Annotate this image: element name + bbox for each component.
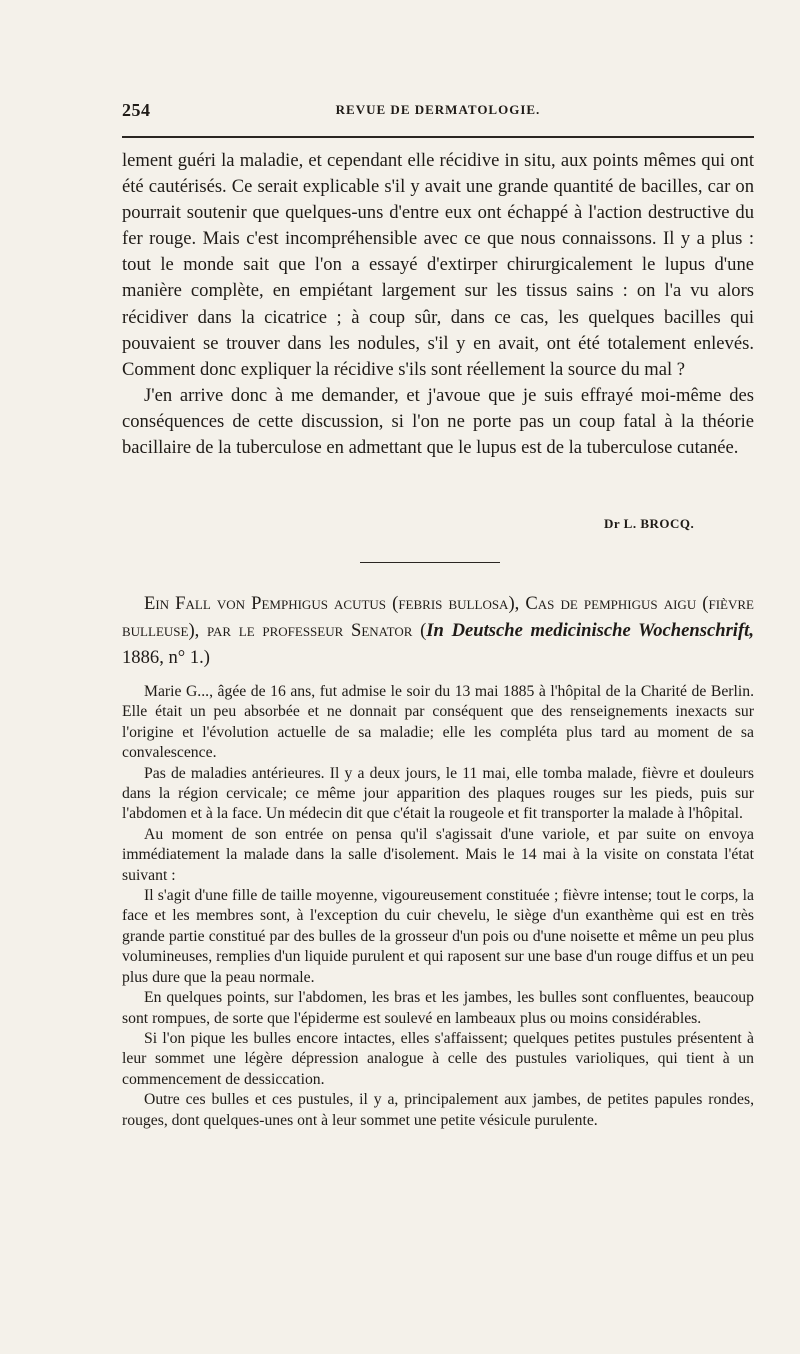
section-continuation	[122, 148, 754, 461]
paragraph: lement guéri la maladie, et cependant elle récidive in situ, aux points mêmes qui ont été cautérisés. Ce serait explicable s'il y avait une grande quantité de bacilles, car on pourrait soutenir que quelques-uns d'entre eux ont échappé à l'action destructive du fer rouge. Mais c'est incompréhensible avec ce que nous connaissons. Il y a plus : tout le monde sait que l'on a essayé d'extirper chirurgicalement le lupus d'une manière complète, en empiétant largement sur les tissus sains : on l'a vu alors récidiver dans la cicatrice ; à coup sûr, dans ce cas, les quelques bacilles qui pouvaient se trouver dans les nodules, s'il y en avait, ont été totalement enlevés. Comment donc expliquer la récidive s'ils sont réellement la source du mal ?	[122, 150, 754, 380]
article-title: Ein Fall von Pemphigus acutus (febris bullosa), Cas de pemphigus aigu (fièvre bulleuse), par le professeur	[122, 593, 754, 641]
source-open: (	[420, 620, 427, 641]
section-divider	[360, 562, 500, 563]
page-number: 254	[122, 100, 151, 120]
running-title: REVUE DE DERMATOLOGIE.	[335, 102, 541, 117]
article-body	[122, 682, 754, 1131]
paragraph: Si l'on pique les bulles encore intactes, elles s'affaissent; quelques petites pustules présentent à leur sommet une légère dépression analogue à celle des pustules varioliques, qui tient à un commencement de dessiccation.	[122, 1029, 754, 1088]
author-signature: Dr L. BROCQ.	[604, 516, 695, 531]
paragraph: Pas de maladies antérieures. Il y a deux jours, le 11 mai, elle tomba malade, fièvre et douleurs dans la région cervicale; ce même jour apparition des plaques rouges sur les pieds, puis sur l'abdomen et à la face. Un médecin dit que c'était la rougeole et fit transporter la malade à l'hôpital.	[122, 764, 754, 823]
paragraph: Outre ces bulles et ces pustules, il y a, principalement aux jambes, de petites papules rondes, rouges, dont quelques-unes ont à leur sommet une petite vésicule purulente.	[122, 1091, 754, 1129]
paragraph: Il s'agit d'une fille de taille moyenne, vigoureusement constituée ; fièvre intense; tout le corps, la face et les membres sont, à l'exception du cuir chevelu, le siège d'un exanthème qui est en très grande partie constitué par des bulles de la grosseur d'un pois ou d'une noisette et même un peu plus volumineuses, remplies d'un liquide purulent et qui raposent sur une base d'un rouge diffus et un peu plus dure que la peau normale.	[122, 887, 754, 986]
paragraph: Marie G..., âgée de 16 ans, fut admise le soir du 13 mai 1885 à l'hôpital de la Charité de Berlin. Elle était un peu absorbée et ne donnait par conséquent que des renseignements inexacts sur l'origine et l'évolution actuelle de sa maladie; elle les compléta plus tard au moment de sa convalescence.	[122, 683, 754, 762]
paragraph: Au moment de son entrée on pensa qu'il s'agissait d'une variole, et par suite on envoya immédiatement la malade dans la salle d'isolement. Mais le 14 mai à la visite on constata l'état suivant :	[122, 825, 754, 884]
header-rule	[122, 136, 754, 138]
paragraph: En quelques points, sur l'abdomen, les bras et les jambes, les bulles sont confluentes, beaucoup sont rompues, de sorte que l'épiderme est soulevé en lambeaux plus ou moins considérables.	[122, 989, 754, 1027]
article-heading	[122, 590, 754, 671]
article-author: Senator	[351, 620, 413, 641]
journal-name: In Deutsche medicinische Wochenschrift,	[426, 620, 754, 641]
paragraph: J'en arrive donc à me demander, et j'avoue que je suis effrayé moi-même des conséquences de cette discussion, si l'on ne porte pas un coup fatal à la théorie bacillaire de la tuberculose en admettant que le lupus est de la tuberculose cutanée.	[122, 384, 754, 459]
page-header	[122, 100, 754, 124]
source-citation: 1886, n° 1.)	[122, 647, 211, 668]
